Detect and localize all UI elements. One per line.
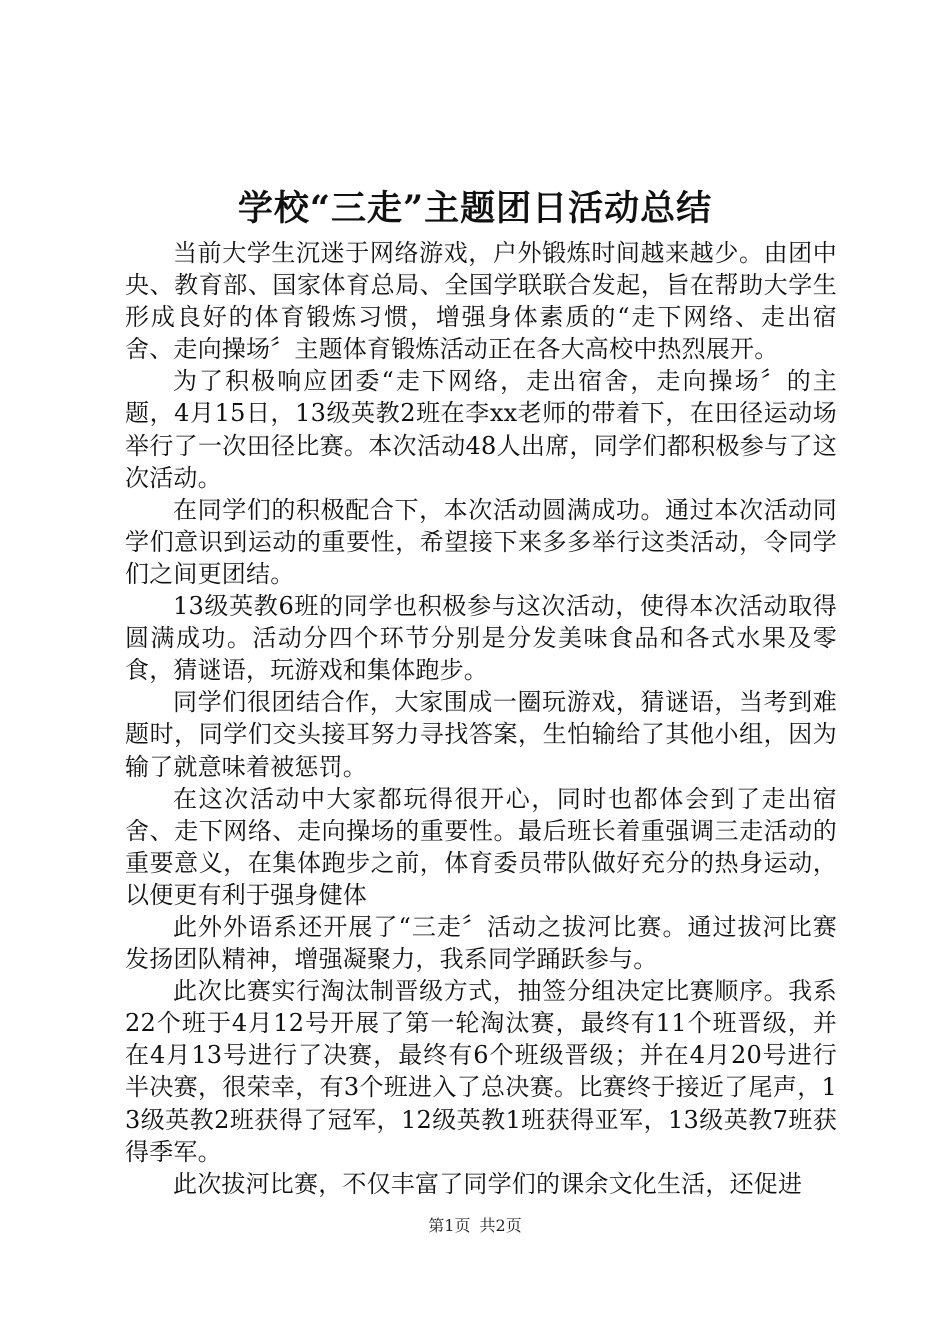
paragraph: 此次比赛实行淘汰制晋级方式，抽签分组决定比赛顺序。我系22个班于4月12号开展了第一轮淘汰赛，最终有11个班晋级，并在4月13号进行了决赛，最终有6个班级晋级；并在4月20号进行半决赛，很荣幸，有3个班进入了总决赛。比赛终于接近了尾声，13级英教2班获得了冠军，12级英教1班获得亚军，13级英教7班获得季军。 [125,977,837,1166]
page-total: 共2页 [479,1216,522,1235]
paragraph: 此外外语系还开展了“三走〞活动之拔河比赛。通过拔河比赛发扬团队精神，增强凝聚力，我系同学踊跃参与。 [125,912,837,974]
document-title: 学校“三走”主题团日活动总结 [237,188,713,229]
paragraph: 13级英教6班的同学也积极参与这次活动，使得本次活动取得圆满成功。活动分四个环节分别是分发美味食品和各式水果及零食，猜谜语，玩游戏和集体跑步。 [125,592,837,685]
paragraph: 为了积极响应团委“走下网络，走出宿舍，走向操场〞的主题，4月15日，13级英教2班在李xx老师的带着下，在田径运动场举行了一次田径比赛。本次活动48人出席，同学们都积极参与了这次活动。 [125,367,837,492]
document-body [125,237,837,1200]
paragraph: 同学们很团结合作，大家围成一圈玩游戏，猜谜语，当考到难题时，同学们交头接耳努力寻找答案，生怕输给了其他小组，因为输了就意味着被惩罚。 [125,688,837,781]
paragraph: 当前大学生沉迷于网络游戏，户外锻炼时间越来越少。由团中央、教育部、国家体育总局、全国学联联合发起，旨在帮助大学生形成良好的体育锻炼习惯，增强身体素质的“走下网络、走出宿舍、走向操场〞主题体育锻炼活动正在各大高校中热烈展开。 [125,239,837,364]
paragraph: 在同学们的积极配合下，本次活动圆满成功。通过本次活动同学们意识到运动的重要性，希望接下来多多举行这类活动，令同学们之间更团结。 [125,495,837,588]
page-footer [0,1214,950,1238]
paragraph: 在这次活动中大家都玩得很开心，同时也都体会到了走出宿舍、走下网络、走向操场的重要性。最后班长着重强调三走活动的重要意义，在集体跑步之前，体育委员带队做好充分的热身运动，以便更有利于强身健体 [125,784,837,909]
paragraph: 此次拔河比赛，不仅丰富了同学们的课余文化生活，还促进 [173,1169,803,1198]
page-number: 第1页 [428,1216,471,1235]
